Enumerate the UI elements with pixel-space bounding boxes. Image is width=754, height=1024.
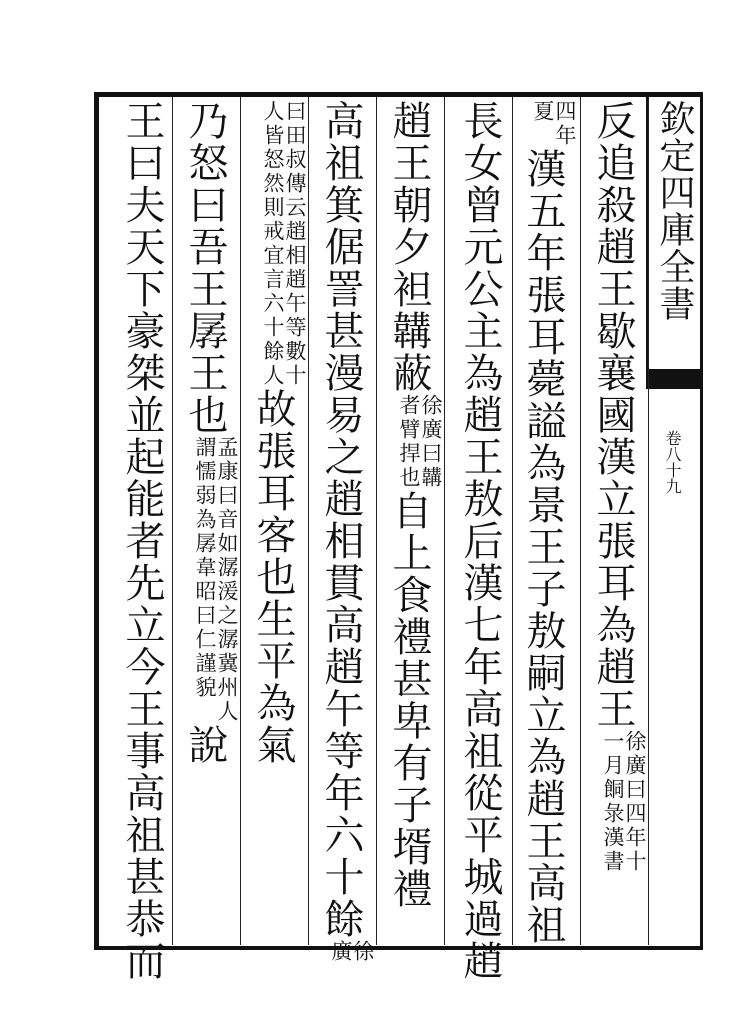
annotation-line: 徐 — [351, 940, 375, 964]
annotation-note — [194, 436, 238, 724]
annotation-line: 徐廣曰四年十 — [623, 730, 647, 874]
text-column-c8 — [114, 100, 170, 982]
main-text: 乃怒曰吾王孱王也 — [182, 100, 228, 436]
column-rule — [376, 97, 377, 945]
annotation-line: 者臂捍也 — [397, 394, 421, 490]
column-rule — [512, 97, 513, 945]
text-column-c4 — [386, 100, 442, 940]
column-rule — [172, 97, 173, 945]
annotation-line: 謂懦弱為孱韋昭曰仁謹貌 — [193, 436, 217, 700]
annotation-line: 人皆怒然則戒宜言六十餘人 — [261, 100, 285, 388]
annotation-note — [532, 100, 576, 148]
column-rule — [648, 97, 649, 945]
fish-tail-mark — [646, 371, 700, 389]
main-text: 反追殺趙王歇襄國漢立張耳為趙王 — [590, 100, 636, 730]
annotation-line: 夏 — [531, 100, 555, 124]
annotation-line: 廣 — [329, 940, 353, 964]
annotation-note — [330, 940, 374, 964]
column-rule — [240, 97, 241, 945]
frame-right-border — [700, 92, 703, 950]
juan-number: 卷八十九 — [663, 430, 682, 494]
annotation-line: 徐廣曰韝 — [419, 394, 443, 490]
main-text: 自上食禮甚卑有子壻禮 — [386, 490, 432, 910]
annotation-line: 四年 — [553, 100, 577, 148]
text-column-c3 — [452, 100, 508, 982]
column-rule — [308, 97, 309, 945]
annotation-line: 孟康曰音如潺湲之潺冀州人 — [215, 436, 239, 724]
text-column-c7 — [182, 100, 238, 940]
column-rule — [580, 97, 581, 945]
annotation-line: 曰田叔傳云趙相趙午等數十 — [283, 100, 307, 388]
main-text: 說 — [182, 724, 228, 766]
column-rule — [444, 97, 445, 945]
main-text: 趙王朝夕袒韝蔽 — [386, 100, 432, 394]
annotation-line: 一月餇彔漢書 — [601, 730, 625, 874]
main-text: 高祖箕倨詈甚漫易之趙相貫高趙午等年六十餘 — [318, 100, 364, 940]
main-text: 王曰夫天下豪桀並起能者先立今王事高祖甚恭而 — [119, 100, 165, 982]
text-column-c6 — [250, 100, 306, 940]
text-column-c2 — [520, 100, 577, 946]
text-column-c5 — [318, 100, 375, 964]
text-column-c1 — [590, 100, 646, 940]
annotation-note — [398, 394, 442, 490]
annotation-note — [602, 730, 646, 874]
main-text: 漢五年張耳薨謚為景王子敖嗣立為趙王高祖 — [520, 148, 566, 946]
main-text: 故張耳客也生平為氣 — [250, 388, 296, 766]
main-text: 長女曾元公主為趙王敖后漢七年高祖從平城過趙 — [457, 100, 503, 982]
annotation-note — [262, 100, 306, 388]
header-title: 欽定四庫全書 — [654, 100, 695, 322]
